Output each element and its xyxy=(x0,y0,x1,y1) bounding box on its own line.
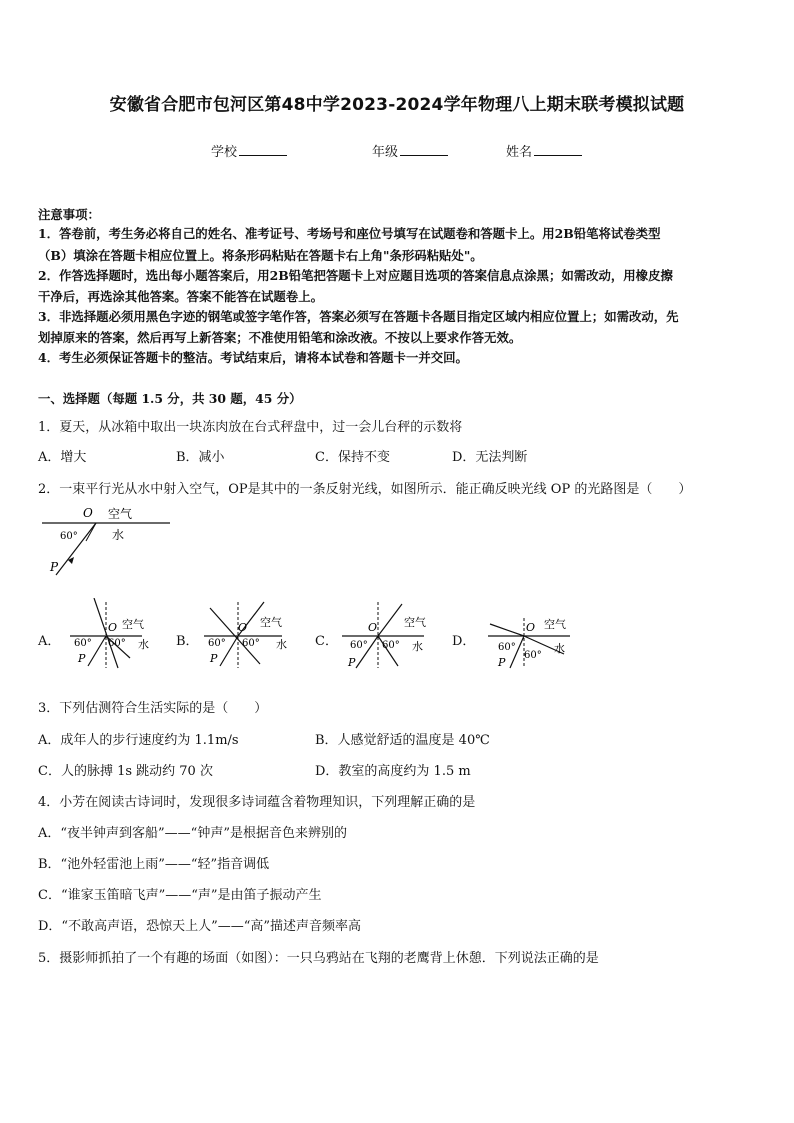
notice-line: 4．考生必须保证答题卡的整洁。考试结束后，请将本试卷和答题卡一并交回。 xyxy=(38,350,468,365)
air-label: 空气 xyxy=(260,616,282,629)
q2-option-a-figure[interactable] xyxy=(60,598,160,670)
point-o-label: O xyxy=(83,506,93,520)
angle-label: 60° xyxy=(208,638,226,649)
q4-option-a[interactable]: A．“夜半钟声到客船”——“钟声”是根据音色来辨别的 xyxy=(38,826,347,841)
point-p-label: P xyxy=(210,652,218,665)
angle-label: 60° xyxy=(74,638,92,649)
notice-heading: 注意事项： xyxy=(38,207,100,222)
q2-option-b-figure[interactable] xyxy=(198,598,298,670)
q2-option-b[interactable]: B． xyxy=(176,634,199,649)
question-3-stem: 3．下列估测符合生活实际的是（ ） xyxy=(38,701,268,716)
q3-option-a[interactable]: A．成年人的步行速度约为 1.1m/s xyxy=(38,733,239,748)
notice-line: 干净后，再选涂其他答案。答案不能答在试题卷上。 xyxy=(38,289,323,304)
q1-option-a[interactable]: A．增大 xyxy=(38,450,87,465)
notice-line: （B）填涂在答题卡相应位置上。将条形码粘贴在答题卡右上角"条形码粘贴处"。 xyxy=(38,248,483,263)
angle-label: 60° xyxy=(108,638,126,649)
q1-option-d[interactable]: D．无法判断 xyxy=(452,450,528,465)
air-label: 空气 xyxy=(108,507,133,521)
name-blank[interactable] xyxy=(534,143,582,156)
notice-line: 2．作答选择题时，选出每小题答案后，用2B铅笔把答题卡上对应题目选项的答案信息点涂黑；如需改动，用橡皮擦 xyxy=(38,268,673,283)
angle-label: 60° xyxy=(60,531,78,542)
school-blank[interactable] xyxy=(239,143,287,156)
air-label: 空气 xyxy=(404,616,426,629)
point-o-label: O xyxy=(368,621,378,634)
section-heading: 一、选择题（每题 1.5 分，共 30 题，45 分） xyxy=(38,391,302,406)
q2-option-c[interactable]: C． xyxy=(315,634,338,649)
q1-option-c[interactable]: C．保持不变 xyxy=(315,450,390,465)
q4-option-d[interactable]: D．“不敢高声语，恐惊天上人”——“高”描述声音频率高 xyxy=(38,919,362,934)
angle-label: 60° xyxy=(350,640,368,651)
q1-option-b[interactable]: B．减小 xyxy=(176,450,225,465)
q3-option-b[interactable]: B．人感觉舒适的温度是 40℃ xyxy=(315,733,490,748)
water-label: 水 xyxy=(412,640,423,653)
angle-label: 60° xyxy=(382,640,400,651)
point-p-label: P xyxy=(50,560,59,574)
air-label: 空气 xyxy=(122,618,144,631)
notice-line: 划掉原来的答案，然后再写上新答案；不准使用铅笔和涂改液。不按以上要求作答无效。 xyxy=(38,330,522,345)
notice-line: 3．非选择题必须用黑色字迹的钢笔或签字笔作答，答案必须写在答题卡各题目指定区域内相应位置上；如需改动，先 xyxy=(38,309,679,324)
question-2-stem: 2．一束平行光从水中射入空气，OP是其中的一条反射光线，如图所示．能正确反映光线 OP 的光路图是（ ） xyxy=(38,482,692,497)
water-label: 水 xyxy=(276,638,287,651)
grade-blank[interactable] xyxy=(400,143,448,156)
point-o-label: O xyxy=(238,621,248,634)
page-title: 安徽省合肥市包河区第48中学2023-2024学年物理八上期末联考模拟试题 xyxy=(109,95,685,115)
point-o-label: O xyxy=(108,621,118,634)
question-1-stem: 1．夏天，从冰箱中取出一块冻肉放在台式秤盘中，过一会儿台秤的示数将 xyxy=(38,420,463,435)
q2-option-c-figure[interactable] xyxy=(338,598,438,670)
name-field xyxy=(506,141,582,160)
angle-label: 60° xyxy=(498,642,516,653)
q2-main-figure xyxy=(38,505,178,585)
grade-field xyxy=(372,141,448,160)
angle-label: 60° xyxy=(524,650,542,661)
q2-option-a[interactable]: A． xyxy=(38,634,61,649)
q3-option-d[interactable]: D．教室的高度约为 1.5 m xyxy=(315,764,471,779)
point-p-label: P xyxy=(348,656,356,669)
q2-option-d-figure[interactable] xyxy=(484,598,584,670)
point-p-label: P xyxy=(498,656,506,669)
point-o-label: O xyxy=(526,621,536,634)
question-5-stem: 5．摄影师抓拍了一个有趣的场面（如图）：一只乌鸦站在飞翔的老鹰背上休憩．下列说法正确的是 xyxy=(38,951,599,966)
q4-option-b[interactable]: B．“池外轻雷池上雨”——“轻”指音调低 xyxy=(38,857,270,872)
point-p-label: P xyxy=(78,652,86,665)
q2-option-d[interactable]: D． xyxy=(452,634,476,649)
angle-label: 60° xyxy=(242,638,260,649)
water-label: 水 xyxy=(112,528,125,542)
school-label: 学校 xyxy=(211,145,238,160)
q4-option-c[interactable]: C．“谁家玉笛暗飞声”——“声”是由笛子振动产生 xyxy=(38,888,322,903)
water-label: 水 xyxy=(554,642,565,655)
school-field xyxy=(211,141,287,160)
question-4-stem: 4．小芳在阅读古诗词时，发现很多诗词蕴含着物理知识，下列理解正确的是 xyxy=(38,795,476,810)
water-label: 水 xyxy=(138,638,149,651)
air-label: 空气 xyxy=(544,618,566,631)
grade-label: 年级 xyxy=(372,145,399,160)
q3-option-c[interactable]: C．人的脉搏 1s 跳动约 70 次 xyxy=(38,764,213,779)
name-label: 姓名 xyxy=(506,145,533,160)
notice-line: 1．答卷前，考生务必将自己的姓名、准考证号、考场号和座位号填写在试题卷和答题卡上。用2B铅笔将试卷类型 xyxy=(38,226,661,241)
